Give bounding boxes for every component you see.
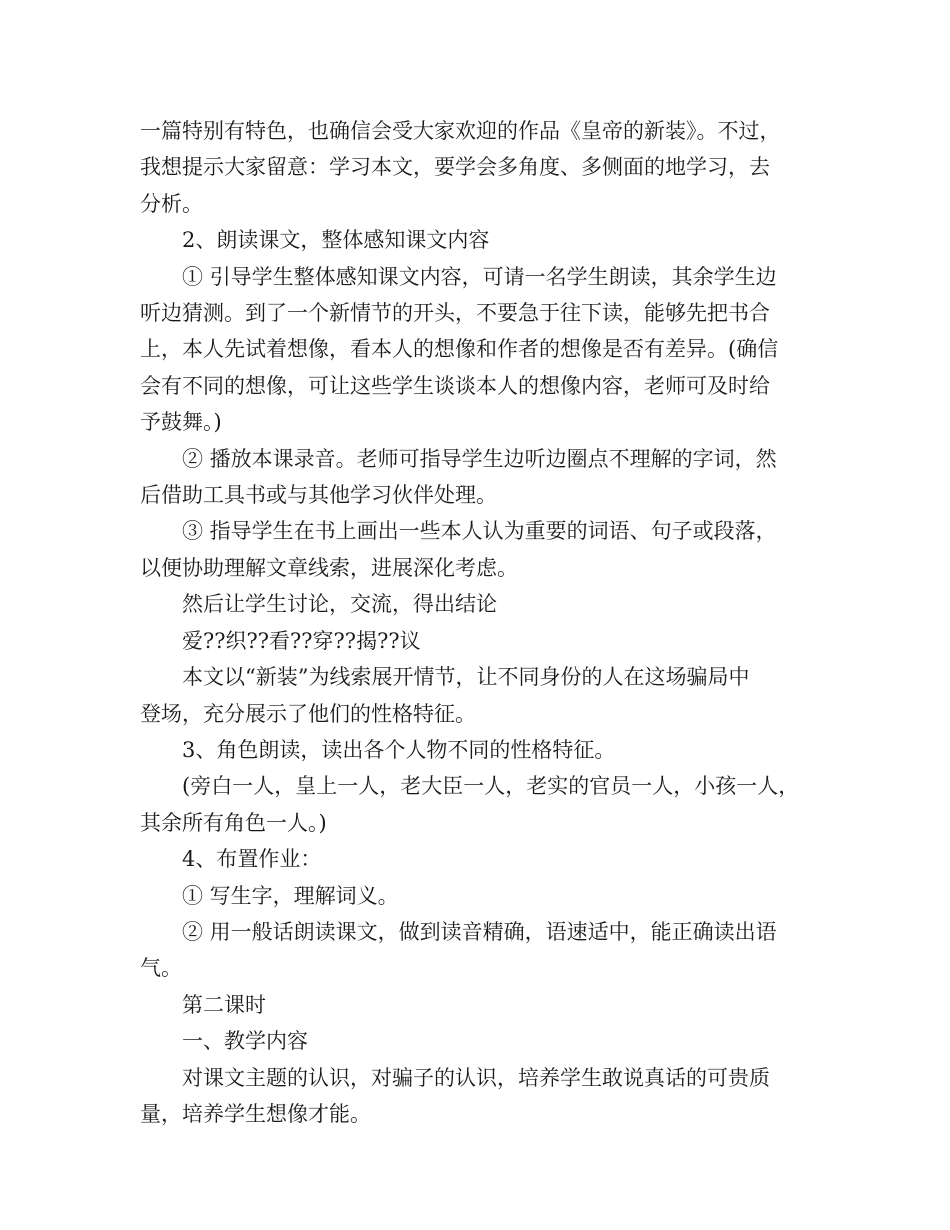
- text-line: 以便协助理解文章线索，进展深化考虑。: [140, 555, 518, 580]
- text-line: ③ 指导学生在书上画出一些本人认为重要的词语、句子或段落，: [182, 519, 777, 544]
- text-line: 我想提示大家留意：学习本文，要学会多角度、多侧面的地学习，去: [140, 155, 770, 180]
- text-line: 后借助工具书或与其他学习伙伴处理。: [140, 483, 497, 508]
- text-line: ① 写生字，理解词义。: [182, 883, 399, 908]
- text-line: 会有不同的想像，可让这些学生谈谈本人的想像内容，老师可及时给: [140, 373, 770, 398]
- document-body: [140, 113, 840, 1132]
- text-line: 其余所有角色一人。): [140, 810, 327, 835]
- text-line: 第二课时: [182, 992, 266, 1017]
- text-line: ② 播放本课录音。老师可指导学生边听边圈点不理解的字词，然: [182, 446, 777, 471]
- text-line: 然后让学生讨论，交流，得出结论: [182, 592, 497, 617]
- text-line: 对课文主题的认识，对骗子的认识，培养学生敢说真话的可贵质: [182, 1065, 770, 1090]
- text-line: 4、布置作业：: [182, 847, 322, 872]
- text-line: 2、朗读课文，整体感知课文内容: [182, 228, 490, 253]
- text-line: 登场，充分展示了他们的性格特征。: [140, 701, 476, 726]
- text-line: ① 引导学生整体感知课文内容，可请一名学生朗读，其余学生边: [182, 264, 777, 289]
- text-line: ② 用一般话朗读课文，做到读音精确，语速适中，能正确读出语: [182, 919, 777, 944]
- text-line: 上，本人先试着想像，看本人的想像和作者的想像是否有差异。(确信: [140, 337, 779, 362]
- text-line: 一篇特别有特色，也确信会受大家欢迎的作品《皇帝的新装》。不过，: [140, 119, 781, 143]
- text-line: 分析。: [140, 191, 203, 216]
- text-line: 气。: [140, 956, 182, 981]
- text-line: 量，培养学生想像才能。: [140, 1101, 371, 1126]
- text-line: 予鼓舞。): [140, 410, 222, 435]
- text-line: 本文以“新装”为线索展开情节，让不同身份的人在这场骗局中: [182, 665, 750, 690]
- text-line: (旁白一人，皇上一人，老大臣一人，老实的官员一人，小孩一人，: [182, 774, 800, 799]
- text-line: 一、教学内容: [182, 1029, 308, 1054]
- text-line: 爱??织??看??穿??揭??议: [182, 628, 421, 653]
- text-line: 听边猜测。到了一个新情节的开头，不要急于往下读，能够先把书合: [140, 301, 770, 326]
- text-line: 3、角色朗读，读出各个人物不同的性格特征。: [182, 737, 616, 762]
